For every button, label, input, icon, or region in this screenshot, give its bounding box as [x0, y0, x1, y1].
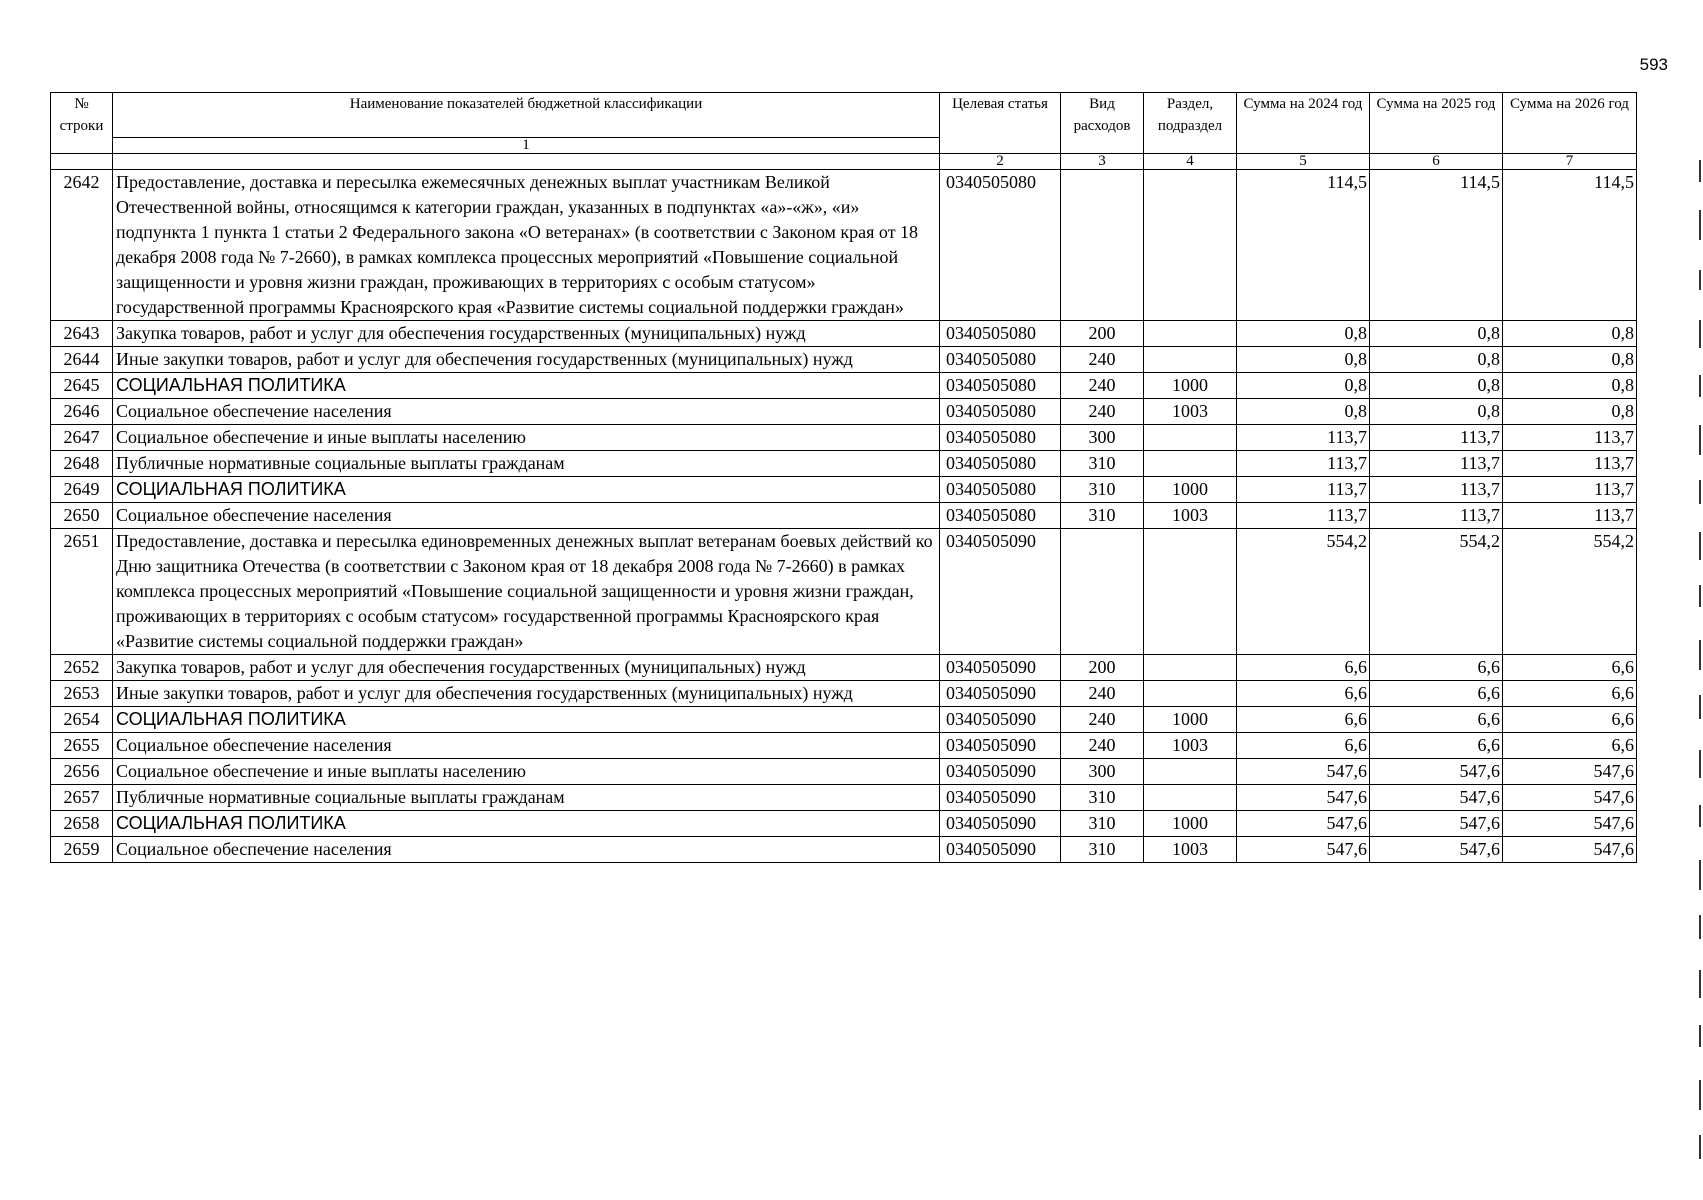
row-sum-2025: 6,6: [1370, 707, 1503, 733]
row-expense-kind: 240: [1061, 399, 1144, 425]
row-name: СОЦИАЛЬНАЯ ПОЛИТИКА: [113, 811, 940, 837]
row-number: 2647: [51, 425, 113, 451]
row-target-article: 0340505090: [940, 785, 1061, 811]
row-expense-kind: 300: [1061, 759, 1144, 785]
row-sum-2025: 0,8: [1370, 321, 1503, 347]
row-target-article: 0340505080: [940, 373, 1061, 399]
row-number: 2644: [51, 347, 113, 373]
row-expense-kind: 310: [1061, 837, 1144, 863]
row-target-article: 0340505090: [940, 733, 1061, 759]
row-sum-2026: 0,8: [1503, 347, 1637, 373]
row-sum-2025: 113,7: [1370, 451, 1503, 477]
row-section: 1000: [1144, 707, 1237, 733]
row-sum-2026: 547,6: [1503, 785, 1637, 811]
row-sum-2026: 6,6: [1503, 681, 1637, 707]
table-header: [51, 93, 1637, 170]
row-name: Социальное обеспечение населения: [113, 837, 940, 863]
table-row: [51, 529, 1637, 655]
row-section: [1144, 425, 1237, 451]
column-numbers-row: [51, 154, 1637, 170]
row-sum-2024: 547,6: [1237, 759, 1370, 785]
row-sum-2025: 114,5: [1370, 170, 1503, 321]
row-name: СОЦИАЛЬНАЯ ПОЛИТИКА: [113, 477, 940, 503]
row-expense-kind: 240: [1061, 681, 1144, 707]
row-number: 2654: [51, 707, 113, 733]
row-name: Закупка товаров, работ и услуг для обеспечения государственных (муниципальных) нужд: [113, 655, 940, 681]
row-sum-2025: 6,6: [1370, 733, 1503, 759]
header-expense-kind: Вид расходов: [1061, 93, 1144, 154]
row-name: СОЦИАЛЬНАЯ ПОЛИТИКА: [113, 707, 940, 733]
row-sum-2024: 547,6: [1237, 837, 1370, 863]
row-number: 2657: [51, 785, 113, 811]
table-row: [51, 451, 1637, 477]
header-target-article: Целевая статья: [940, 93, 1061, 154]
column-number: 7: [1503, 154, 1637, 170]
row-section: 1000: [1144, 373, 1237, 399]
row-sum-2025: 554,2: [1370, 529, 1503, 655]
row-target-article: 0340505090: [940, 529, 1061, 655]
row-name: Публичные нормативные социальные выплаты гражданам: [113, 785, 940, 811]
row-expense-kind: [1061, 170, 1144, 321]
header-section: Раздел, подраздел: [1144, 93, 1237, 154]
row-sum-2026: 6,6: [1503, 733, 1637, 759]
row-name: СОЦИАЛЬНАЯ ПОЛИТИКА: [113, 373, 940, 399]
row-number: 2652: [51, 655, 113, 681]
header-row: [51, 93, 1637, 138]
row-target-article: 0340505080: [940, 399, 1061, 425]
row-sum-2026: 0,8: [1503, 399, 1637, 425]
row-target-article: 0340505080: [940, 503, 1061, 529]
table-row: [51, 811, 1637, 837]
row-sum-2025: 0,8: [1370, 399, 1503, 425]
table-row: [51, 347, 1637, 373]
row-sum-2024: 547,6: [1237, 785, 1370, 811]
row-section: [1144, 170, 1237, 321]
row-expense-kind: 240: [1061, 373, 1144, 399]
row-target-article: 0340505090: [940, 837, 1061, 863]
row-section: 1000: [1144, 811, 1237, 837]
row-number: 2656: [51, 759, 113, 785]
column-number: 3: [1061, 154, 1144, 170]
row-number: 2649: [51, 477, 113, 503]
row-name: Социальное обеспечение населения: [113, 399, 940, 425]
row-section: [1144, 529, 1237, 655]
row-name: Публичные нормативные социальные выплаты гражданам: [113, 451, 940, 477]
row-sum-2026: 6,6: [1503, 655, 1637, 681]
table-row: [51, 399, 1637, 425]
table-row: [51, 373, 1637, 399]
scan-edge-marks: [1699, 160, 1701, 1200]
row-sum-2024: 554,2: [1237, 529, 1370, 655]
column-number: [51, 154, 113, 170]
row-section: 1003: [1144, 399, 1237, 425]
row-sum-2024: 6,6: [1237, 707, 1370, 733]
row-name: Социальное обеспечение населения: [113, 503, 940, 529]
row-sum-2025: 0,8: [1370, 347, 1503, 373]
table-row: [51, 759, 1637, 785]
row-sum-2025: 547,6: [1370, 759, 1503, 785]
row-section: [1144, 759, 1237, 785]
row-sum-2026: 6,6: [1503, 707, 1637, 733]
table-body: [51, 170, 1637, 863]
row-sum-2025: 0,8: [1370, 373, 1503, 399]
table-row: [51, 785, 1637, 811]
row-sum-2024: 113,7: [1237, 503, 1370, 529]
row-sum-2026: 113,7: [1503, 451, 1637, 477]
row-section: [1144, 681, 1237, 707]
header-sum-2024: Сумма на 2024 год: [1237, 93, 1370, 154]
row-sum-2026: 547,6: [1503, 837, 1637, 863]
row-expense-kind: [1061, 529, 1144, 655]
row-sum-2024: 6,6: [1237, 681, 1370, 707]
row-section: 1003: [1144, 503, 1237, 529]
row-target-article: 0340505080: [940, 321, 1061, 347]
row-section: [1144, 655, 1237, 681]
row-expense-kind: 310: [1061, 785, 1144, 811]
row-target-article: 0340505090: [940, 759, 1061, 785]
row-section: [1144, 347, 1237, 373]
row-number: 2642: [51, 170, 113, 321]
row-sum-2025: 113,7: [1370, 425, 1503, 451]
row-number: 2653: [51, 681, 113, 707]
column-number: 1: [113, 138, 940, 154]
row-target-article: 0340505080: [940, 451, 1061, 477]
row-number: 2648: [51, 451, 113, 477]
row-sum-2026: 113,7: [1503, 503, 1637, 529]
header-sum-2026: Сумма на 2026 год: [1503, 93, 1637, 154]
row-target-article: 0340505090: [940, 681, 1061, 707]
column-number: 2: [940, 154, 1061, 170]
row-sum-2025: 113,7: [1370, 477, 1503, 503]
row-sum-2026: 554,2: [1503, 529, 1637, 655]
row-expense-kind: 310: [1061, 451, 1144, 477]
row-sum-2024: 0,8: [1237, 399, 1370, 425]
row-expense-kind: 310: [1061, 503, 1144, 529]
row-sum-2024: 6,6: [1237, 733, 1370, 759]
row-expense-kind: 310: [1061, 477, 1144, 503]
row-sum-2026: 113,7: [1503, 425, 1637, 451]
row-number: 2650: [51, 503, 113, 529]
row-section: [1144, 451, 1237, 477]
row-expense-kind: 200: [1061, 655, 1144, 681]
table-row: [51, 170, 1637, 321]
column-number: 4: [1144, 154, 1237, 170]
row-expense-kind: 300: [1061, 425, 1144, 451]
table-row: [51, 477, 1637, 503]
row-sum-2026: 114,5: [1503, 170, 1637, 321]
row-name: Социальное обеспечение и иные выплаты населению: [113, 425, 940, 451]
row-expense-kind: 240: [1061, 733, 1144, 759]
row-sum-2026: 0,8: [1503, 373, 1637, 399]
table-row: [51, 837, 1637, 863]
row-number: 2659: [51, 837, 113, 863]
header-row-number: № строки: [51, 93, 113, 154]
row-target-article: 0340505090: [940, 811, 1061, 837]
table-row: [51, 681, 1637, 707]
row-target-article: 0340505090: [940, 707, 1061, 733]
row-expense-kind: 240: [1061, 347, 1144, 373]
table-row: [51, 655, 1637, 681]
row-target-article: 0340505080: [940, 425, 1061, 451]
row-sum-2024: 6,6: [1237, 655, 1370, 681]
row-name: Предоставление, доставка и пересылка ежемесячных денежных выплат участникам Великой Отечественной войны, относящимся к категории граждан, указанных в подпунктах «а»-«ж», «и» подпункта 1 пункта 1 статьи 2 Федерального закона «О ветеранах» (в соответствии с Законом края от 18 декабря 2008 года № 7-2660), в рамках комплекса процессных мероприятий «Повышение социальной защищенности и уровня жизни граждан, проживающих в территориях с особым статусом» государственной программы Красноярского края «Развитие системы социальной поддержки граждан»: [113, 170, 940, 321]
row-expense-kind: 310: [1061, 811, 1144, 837]
page-number: 593: [1639, 55, 1668, 74]
column-number: 6: [1370, 154, 1503, 170]
row-name: Закупка товаров, работ и услуг для обеспечения государственных (муниципальных) нужд: [113, 321, 940, 347]
row-sum-2025: 547,6: [1370, 811, 1503, 837]
row-sum-2026: 0,8: [1503, 321, 1637, 347]
row-name: Социальное обеспечение и иные выплаты населению: [113, 759, 940, 785]
row-sum-2025: 6,6: [1370, 655, 1503, 681]
row-sum-2024: 0,8: [1237, 347, 1370, 373]
row-name: Социальное обеспечение населения: [113, 733, 940, 759]
row-sum-2025: 547,6: [1370, 785, 1503, 811]
row-target-article: 0340505080: [940, 170, 1061, 321]
row-section: 1003: [1144, 733, 1237, 759]
header-sum-2025: Сумма на 2025 год: [1370, 93, 1503, 154]
row-number: 2643: [51, 321, 113, 347]
row-number: 2645: [51, 373, 113, 399]
row-sum-2024: 547,6: [1237, 811, 1370, 837]
column-number: 5: [1237, 154, 1370, 170]
row-name: Предоставление, доставка и пересылка единовременных денежных выплат ветеранам боевых действий ко Дню защитника Отечества (в соответствии с Законом края от 18 декабря 2008 года № 7-2660) в рамках комплекса процессных мероприятий «Повышение социальной защищенности и уровня жизни граждан, проживающих в территориях с особым статусом» государственной программы Красноярского края «Развитие системы социальной поддержки граждан»: [113, 529, 940, 655]
row-number: 2646: [51, 399, 113, 425]
table-row: [51, 707, 1637, 733]
row-target-article: 0340505080: [940, 347, 1061, 373]
header-name: Наименование показателей бюджетной классификации: [113, 93, 940, 138]
row-section: [1144, 785, 1237, 811]
row-sum-2024: 0,8: [1237, 321, 1370, 347]
row-sum-2024: 113,7: [1237, 425, 1370, 451]
table-row: [51, 321, 1637, 347]
table-row: [51, 503, 1637, 529]
row-name: Иные закупки товаров, работ и услуг для обеспечения государственных (муниципальных) нужд: [113, 681, 940, 707]
row-name: Иные закупки товаров, работ и услуг для обеспечения государственных (муниципальных) нужд: [113, 347, 940, 373]
row-target-article: 0340505080: [940, 477, 1061, 503]
table-row: [51, 733, 1637, 759]
row-sum-2024: 114,5: [1237, 170, 1370, 321]
row-number: 2658: [51, 811, 113, 837]
row-section: [1144, 321, 1237, 347]
row-sum-2025: 113,7: [1370, 503, 1503, 529]
row-sum-2024: 113,7: [1237, 451, 1370, 477]
row-target-article: 0340505090: [940, 655, 1061, 681]
row-sum-2026: 547,6: [1503, 759, 1637, 785]
column-number: [113, 154, 940, 170]
row-sum-2025: 547,6: [1370, 837, 1503, 863]
row-sum-2024: 0,8: [1237, 373, 1370, 399]
row-section: 1003: [1144, 837, 1237, 863]
row-sum-2026: 547,6: [1503, 811, 1637, 837]
row-expense-kind: 240: [1061, 707, 1144, 733]
table-row: [51, 425, 1637, 451]
row-section: 1000: [1144, 477, 1237, 503]
row-sum-2026: 113,7: [1503, 477, 1637, 503]
row-number: 2655: [51, 733, 113, 759]
row-number: 2651: [51, 529, 113, 655]
row-sum-2025: 6,6: [1370, 681, 1503, 707]
row-sum-2024: 113,7: [1237, 477, 1370, 503]
row-expense-kind: 200: [1061, 321, 1144, 347]
budget-table: [50, 92, 1637, 863]
